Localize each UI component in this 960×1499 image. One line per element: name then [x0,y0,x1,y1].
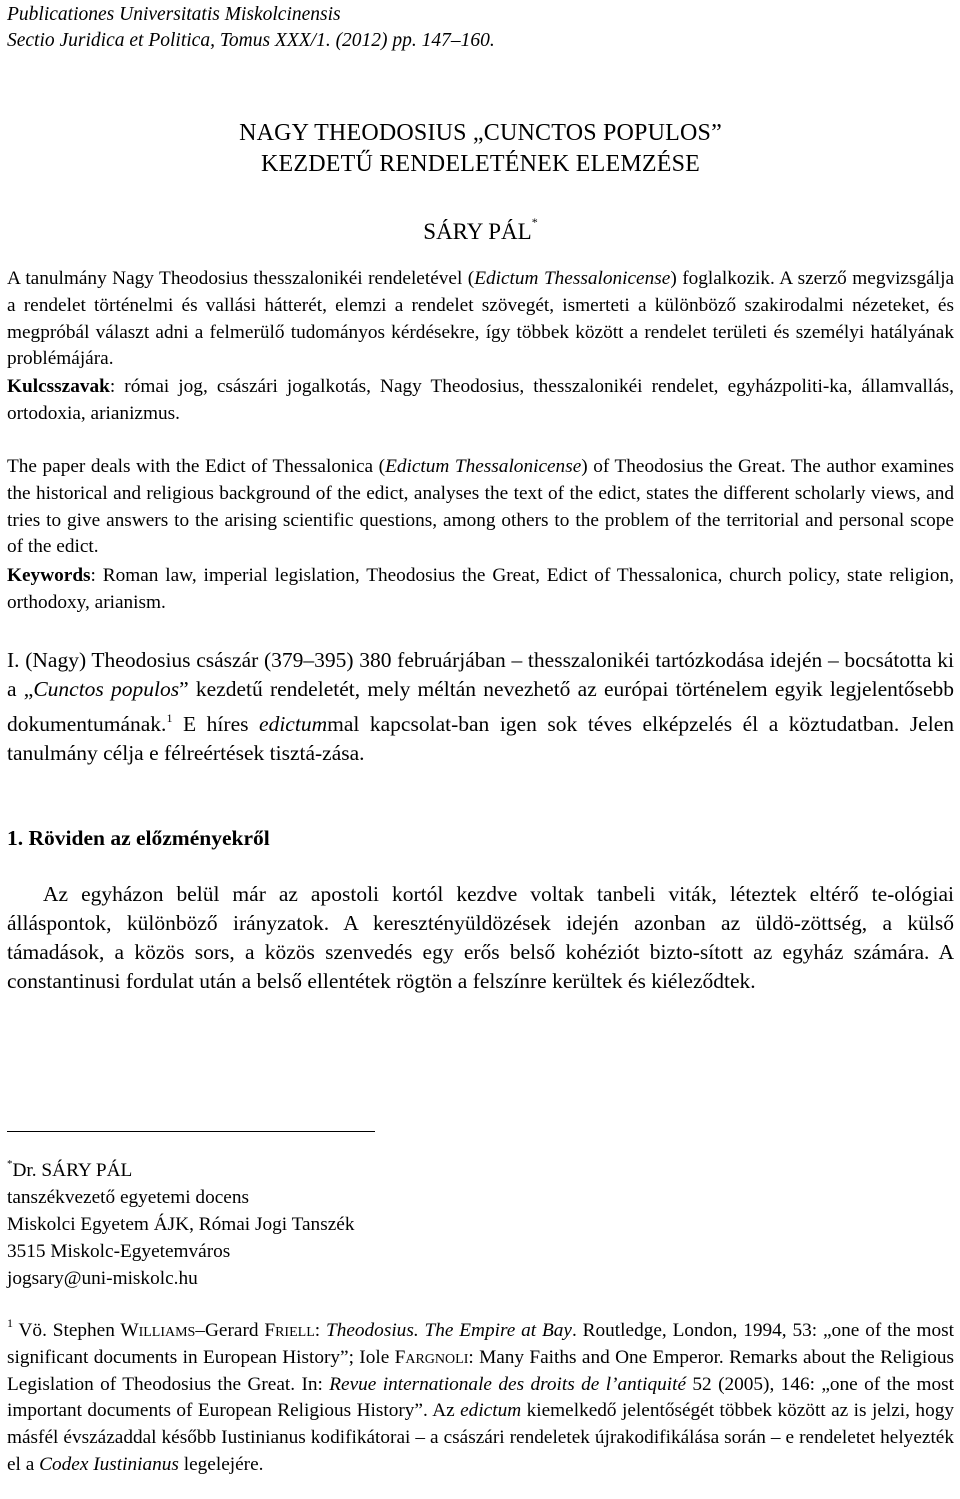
section-paragraph: Az egyházon belül már az apostoli kortól kezdve voltak tanbeli viták, léteztek eltérő te-ológiai álláspontok, különböző irányzatok. A keresztényüldözések idején azonban az üldö-zöttség, a külső támadások, a közös sors, a közös szenvedés egy erős belső kohéziót bizto-sított az egyház számára. A constantinusi fordulat után a belső ellentétek rögtön a felszínre kerültek és kiéleződtek. [7,882,954,993]
fn-smallcaps-3: argnoli [405,1346,469,1368]
footnote-number: 1 [7,1316,13,1330]
fn-text-8: legelejére. [178,1453,264,1475]
fn-italic-3: edictum [460,1400,522,1422]
affiliation-email[interactable]: jogsary@uni-miskolc.hu [7,1268,198,1289]
intro-text-c: E híres [172,712,260,736]
affiliation-address: 3515 Miskolc-Egyetemváros [7,1241,231,1262]
author-name: SÁRY PÁL [423,219,532,244]
fn-italic-4: Codex Iustinianus [39,1453,179,1475]
journal-header [7,2,495,54]
abstract-hu-text-b: ) foglalkozik. A szerző megvizsgálja a rendelet történelmi és vallási hátterét, elemzi a rendelet szövegét, ismerteti a különböző szakirodalmi nézeteket, és megpróbál választ adni a felmerülő tudományos kérdésekre, így többek között a rendelet területi és személyi hatályának problémájára. [7,268,955,370]
title-line-2: KEZDETŰ RENDELETÉNEK ELEMZÉSE [260,151,701,177]
affiliation-institution: Miskolci Egyetem ÁJK, Római Jogi Tanszék [7,1214,355,1235]
abstract-hu-italic: Edictum Thessalonicense [474,268,671,289]
footnote-separator [7,1131,375,1132]
abstract-en-italic: Edictum Thessalonicense [385,456,582,477]
author-footnote-mark: * [531,215,538,229]
fn-text-6: 52 (2005), 146: „one of the most important documents of European Religious History”. Az [7,1373,954,1422]
keywords-english [7,563,954,617]
journal-name: Publicationes Universitatis Miskolcinensis [7,4,341,25]
keywords-en-text: : Roman law, imperial legislation, Theodosius the Great, Edict of Thessalonica, church policy, state religion, orthodoxy, arianism. [7,565,954,613]
abstract-english [7,454,954,561]
keywords-hungarian [7,374,954,428]
keywords-hu-label: Kulcsszavak [7,376,110,397]
abstract-en-text-a: The paper deals with the Edict of Thessalonica ( [7,456,386,477]
affiliation-mark: * [7,1158,13,1170]
title-line-1: NAGY THEODOSIUS „CUNCTOS POPULOS” [239,120,722,146]
fn-text-3: : [314,1320,326,1341]
abstract-en-text-b: ) of Theodosius the Great. The author examines the historical and religious background of the edict, analyses the text of the edict, states the different scholarly views, and tries to give answers to the arising scientific questions, among others to the problem of the territorial and personal scope of the edict. [7,456,954,558]
intro-text-d: mal kapcsolat-ban igen sok téves elképzelés él a köztudatban. Jelen tanulmány célja e félreértések tisztá-zása. [7,712,954,765]
intro-text-a: I. (Nagy) Theodosius császár (379–395) 380 februárjában – thesszalonikéi tartózkodása idején – bocsátotta ki a „ [7,648,954,701]
paper-title [7,118,954,180]
abstract-hungarian [7,266,954,373]
section-heading: 1. Röviden az előzményekről [7,826,270,850]
author-line [7,207,954,247]
fn-smallcaps-1: illiams [138,1320,196,1341]
affiliation-name: Dr. SÁRY PÁL [12,1160,133,1181]
keywords-hu-text: : római jog, császári jogalkotás, Nagy Theodosius, thesszalonikéi rendelet, egyházpoliti-ka, államvallás, ortodoxia, arianizmus. [7,376,954,424]
affiliation-position: tanszékvezető egyetemi docens [7,1187,249,1208]
intro-italic-term: edictum [259,712,328,736]
fn-text-1: Vö. Stephen W [13,1320,139,1341]
fn-text-4: . Routledge, London, 1994, 53: „one of the most significant documents in European History”; Iole F [7,1320,955,1368]
affiliation-name-line [7,1151,354,1184]
fn-text-7: kiemelkedő jelentőségét többek között az is jelzi, hogy másfél évszázaddal később Iustinianus kodifikátorai – a császári rendeletek újrakodifikálása során – e rendeletet helyezték el a [7,1400,954,1475]
intro-text-b: ” kezdetű rendeletét, mely méltán nevezhető az európai történelem egyik legjelentősebb dokumentumának. [7,677,954,736]
fn-smallcaps-2: riell [275,1320,315,1341]
keywords-en-label: Keywords [7,565,91,586]
fn-text-2: –Gerard F [195,1320,276,1341]
footnote-ref-1[interactable]: 1 [166,711,173,725]
intro-paragraph [7,646,954,768]
fn-text-5: : Many Faiths and One Emperor. Remarks about the Religious Legislation of Theodosius the Great. In: [7,1346,954,1395]
intro-italic-title: Cunctos populos [33,677,180,701]
fn-italic-1: Theodosius. The Empire at Bay [325,1320,572,1341]
footnote-1 [7,1310,954,1479]
journal-issue: Sectio Juridica et Politica, Tomus XXX/1. (2012) pp. 147–160. [7,30,495,51]
fn-italic-2: Revue internationale des droits de l’antiquité [329,1373,687,1395]
abstract-hu-text-a: A tanulmány Nagy Theodosius thesszalonikéi rendeletével ( [7,268,475,289]
author-affiliation [7,1151,354,1292]
